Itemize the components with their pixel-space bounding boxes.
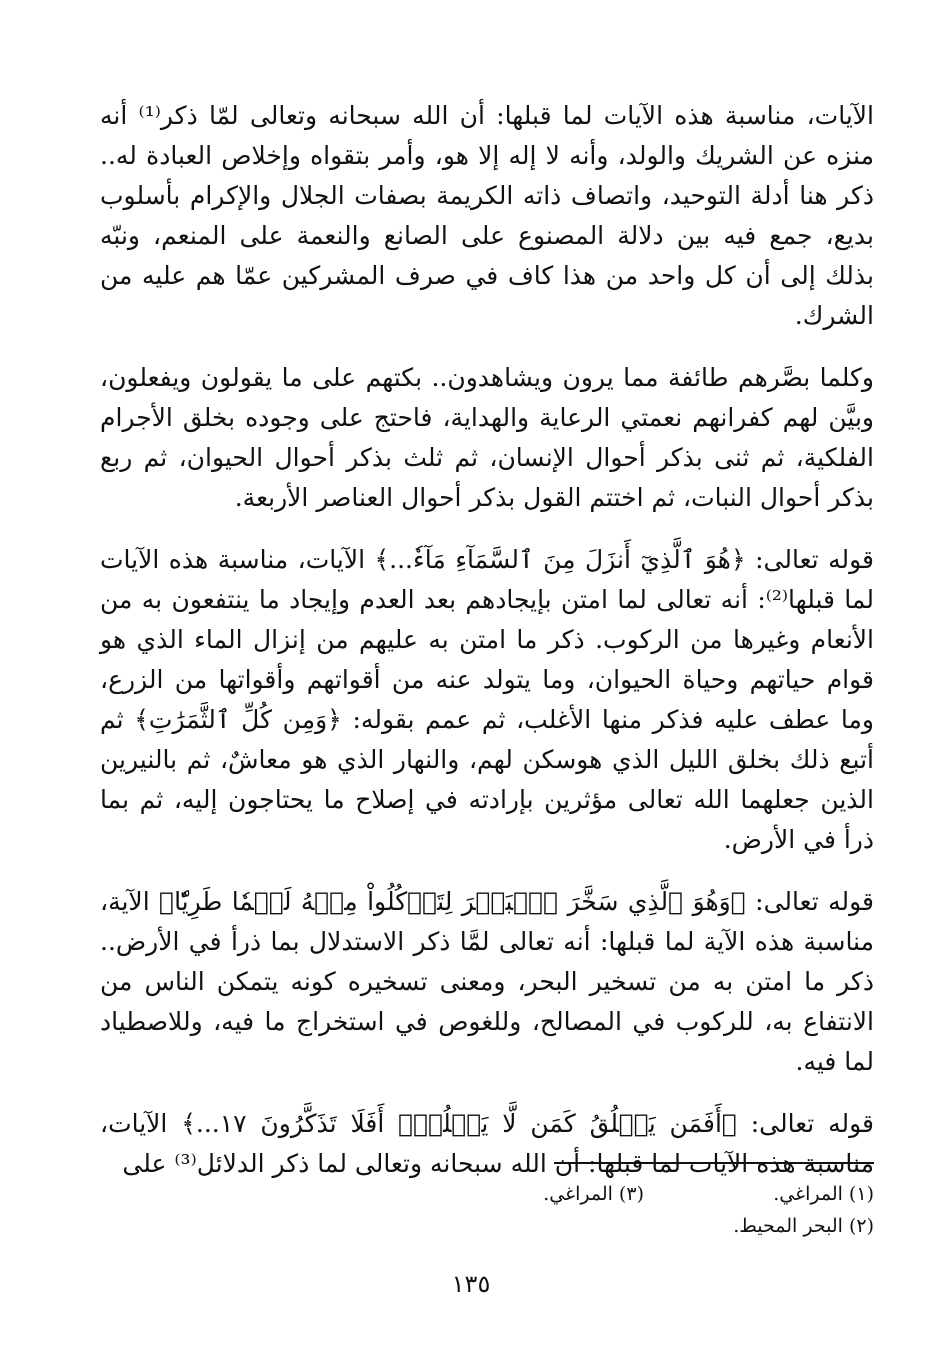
main-text <box>100 96 874 1184</box>
footnote-1: (١) المراغي. <box>773 1183 874 1205</box>
footnote-row-1 <box>414 1178 874 1210</box>
footnote-2: (٢) البحر المحيط. <box>733 1215 874 1237</box>
paragraph-2: وكلما بصَّرهم طائفة مما يرون ويشاهدون.. بكتهم على ما يقولون ويفعلون، وبيَّن لهم كفرانهم نعمتي الرعاية والهداية، فاحتج على وجوده بخلق الأجرام الفلكية، ثم ثنى بذكر أحوال الإنسان، ثم ثلث بذكر أحوال الحيوان، ثم ربع بذكر أحوال النبات، ثم اختتم القول بذكر أحوال العناصر الأربعة. <box>100 363 874 512</box>
paragraph-3: قوله تعالى: ﴿هُوَ ٱلَّذِيٓ أَنزَلَ مِنَ ٱلسَّمَآءِ مَآءٗ...﴾ الآيات، مناسبة هذه الآيات لما قبلها⁽²⁾: أنه تعالى لما امتن بإيجادهم بعد العدم وإيجاد ما ينتفعون به من الأنعام وغيرها من الركوب. ذكر ما امتن به عليهم من إنزال الماء الذي هو قوام حياتهم وحياة الحيوان، وما يتولد عنه من أقواتهم وأقواتها من الزرع، وما عطف عليه فذكر منها الأغلب، ثم عمم بقوله: ﴿وَمِن كُلِّ ٱلثَّمَرَٰتِ﴾ ثم أتبع ذلك بخلق الليل الذي هوسكن لهم، والنهار الذي هو معاشٌ، ثم بالنيرين الذين جعلهما الله تعالى مؤثرين بإرادته في إصلاح ما يحتاجون إليه، ثم بما ذرأ في الأرض. <box>100 545 874 854</box>
paragraph-4: قوله تعالى: ﴿وَهُوَ ٱلَّذِي سَخَّرَ ٱلۡبَحۡرَ لِتَأۡكُلُواْ مِنۡهُ لَحۡمٗا طَرِيّٗا﴾ الآية، مناسبة هذه الآية لما قبلها: أنه تعالى لمَّا ذكر الاستدلال بما ذرأ في الأرض.. ذكر ما امتن به من تسخير البحر، ومعنى تسخيره كونه يتمكن الناس من الانتفاع به، للركوب في المصالح، وللغوص في استخراج ما فيه، وللاصطياد لما فيه. <box>100 887 874 1076</box>
footnotes <box>414 1178 874 1242</box>
footnote-3: (٣) المراغي. <box>543 1183 644 1205</box>
page-number: ١٣٥ <box>451 1270 491 1298</box>
paragraph-1: الآيات، مناسبة هذه الآيات لما قبلها: أن الله سبحانه وتعالى لمّا ذكر⁽¹⁾ أنه منزه عن الشريك والولد، وأنه لا إله إلا هو، وأمر بتقواه وإخلاص العبادة له.. ذكر هنا أدلة التوحيد، واتصاف ذاته الكريمة بصفات الجلال والإكرام بأسلوب بديع، جمع فيه بين دلالة المصنوع على الصانع والنعمة على المنعم، ونبّه بذلك إلى أن كل واحد من هذا كاف في صرف المشركين عمّا هم عليه من الشرك. <box>100 101 874 330</box>
paragraph-5: قوله تعالى: ﴿أَفَمَن يَخۡلُقُ كَمَن لَّا يَخۡلُقُۚ أَفَلَا تَذَكَّرُونَ ١٧...﴾ الآيات، مناسبة هذه الآيات لما قبلها: أن الله سبحانه وتعالى لما ذكر الدلائل⁽³⁾ على <box>100 1109 874 1178</box>
footnote-divider <box>554 1162 874 1164</box>
footnote-row-2 <box>414 1210 874 1242</box>
